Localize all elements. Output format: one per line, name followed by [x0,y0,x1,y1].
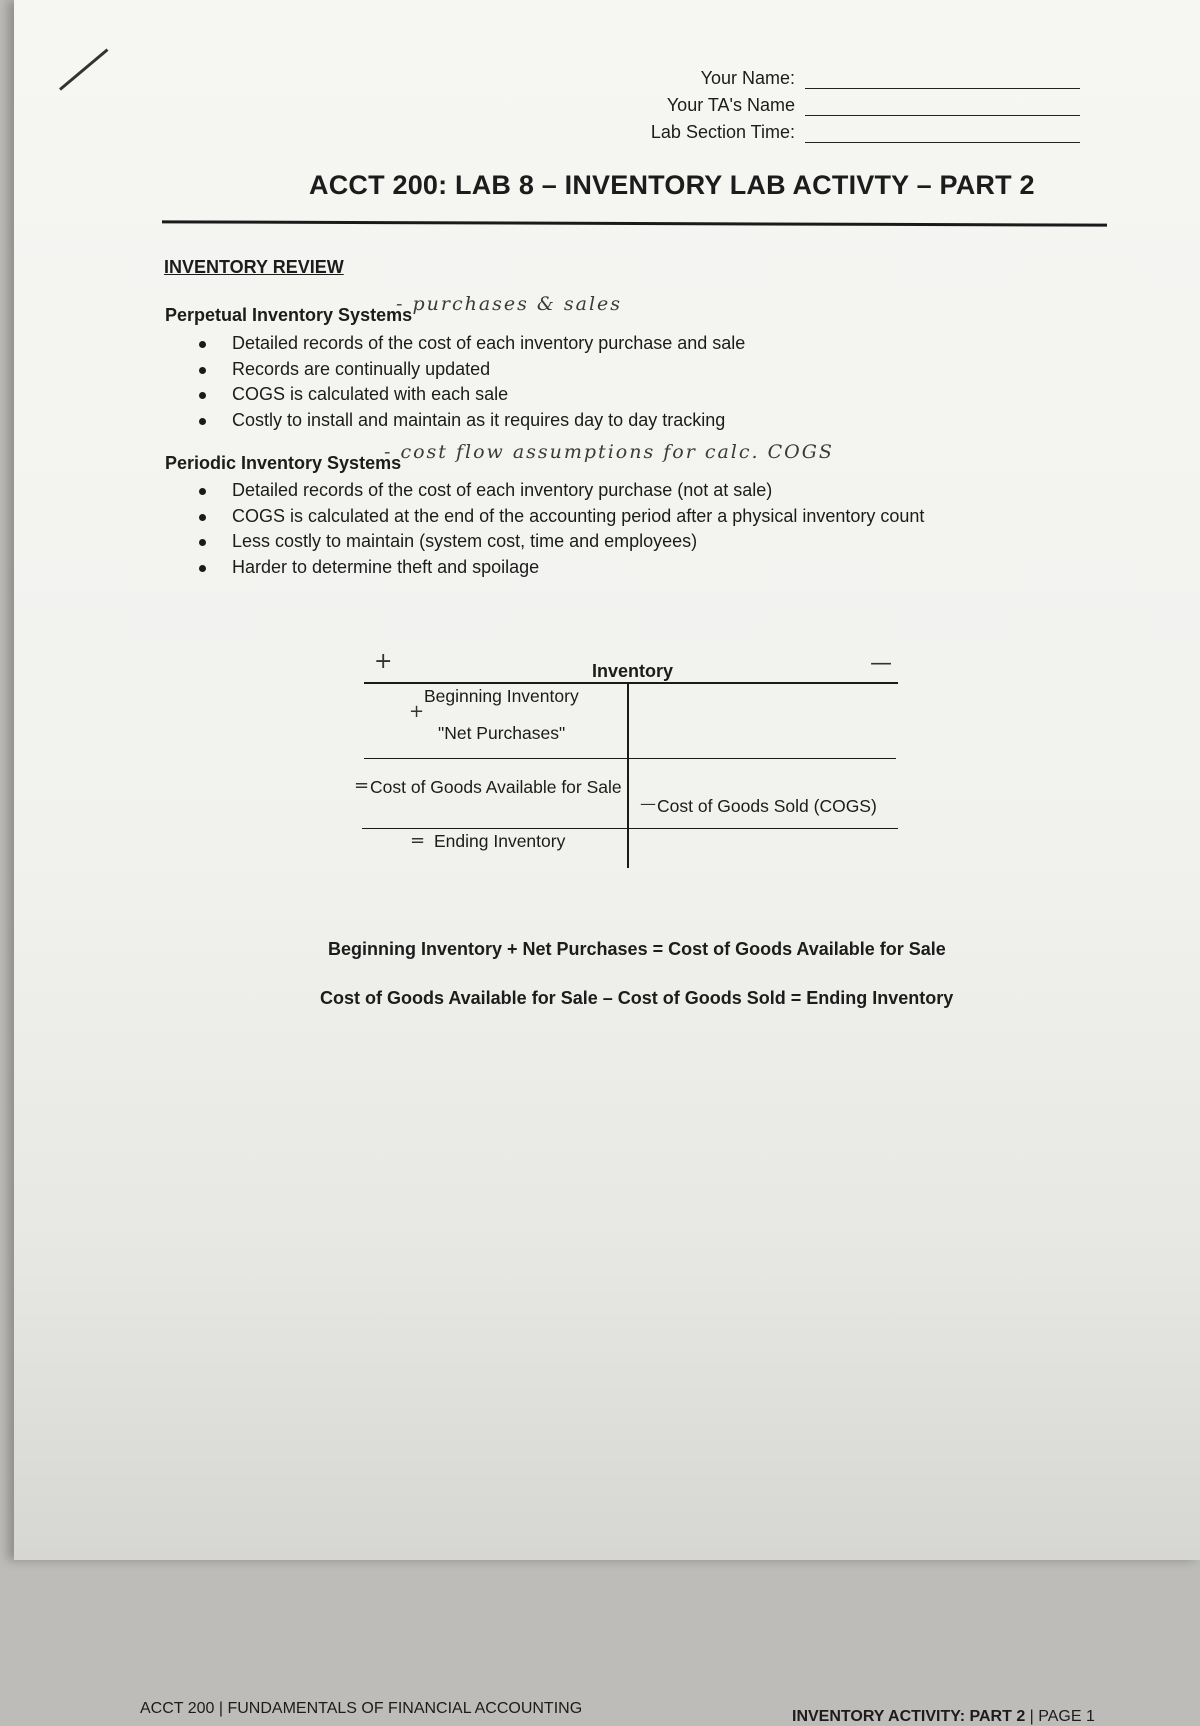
list-item: COGS is calculated at the end of the accounting period after a physical inventory count [196,504,916,530]
footer-page-number: | PAGE 1 [1025,1708,1095,1725]
ta-blank-line[interactable] [805,115,1080,116]
section-field-row [640,122,1080,149]
perpetual-handwritten-note: - purchases & sales [396,293,623,315]
net-purchases-label: "Net Purchases" [438,723,566,743]
student-info-fields [640,68,1080,149]
name-label: Your Name: [700,68,795,88]
handwritten-equals-mark-2: = [410,830,426,851]
t-account-ending-rule [362,828,898,829]
footer-course-name: ACCT 200 | FUNDAMENTALS OF FINANCIAL ACCOUNTING [140,1700,583,1717]
periodic-bullet-list [196,478,925,580]
list-item: Detailed records of the cost of each inventory purchase and sale [196,331,916,357]
worksheet-page [14,0,1200,1725]
t-account-center-rule [627,683,629,868]
goods-available-label: Cost of Goods Available for Sale [370,777,622,797]
credit-minus-sign: — [870,651,892,676]
handwritten-minus-mark: — [640,794,656,813]
perpetual-bullet-list [196,331,916,433]
periodic-handwritten-note: - cost flow assumptions for calc. COGS [384,441,834,463]
beginning-inventory-label: Beginning Inventory [424,686,579,706]
formula-ending-inventory: Cost of Goods Available for Sale – Cost of Goods Sold = Ending Inventory [320,988,954,1008]
ta-label: Your TA's Name [666,95,795,115]
page-title: ACCT 200: LAB 8 – INVENTORY LAB ACTIVTY – PART 2 [309,170,1035,200]
section-label: Lab Section Time: [650,122,795,142]
ending-inventory-label: Ending Inventory [434,831,566,851]
periodic-heading: Periodic Inventory Systems [165,453,402,473]
name-field-row [640,68,1080,95]
list-item: COGS is calculated with each sale [196,382,916,408]
section-blank-line[interactable] [805,142,1080,143]
t-account-top-rule [364,682,898,684]
list-item: Detailed records of the cost of each inventory purchase (not at sale) [196,478,916,504]
perpetual-heading: Perpetual Inventory Systems [165,305,413,325]
ta-field-row [640,95,1080,122]
list-item: Costly to install and maintain as it requires day to day tracking [196,408,916,434]
footer-page-label [792,1708,1095,1726]
inventory-t-account [354,649,898,870]
list-item: Records are continually updated [196,357,916,383]
handwritten-plus-mark: + [409,701,425,722]
pencil-mark [59,48,108,90]
formula-goods-available: Beginning Inventory + Net Purchases = Cost of Goods Available for Sale [328,939,946,959]
debit-plus-sign: + [374,649,393,674]
cogs-label: Cost of Goods Sold (COGS) [657,796,877,816]
title-divider [162,220,1107,226]
list-item: Less costly to maintain (system cost, time and employees) [196,529,916,555]
inventory-review-heading: INVENTORY REVIEW [164,257,344,277]
t-account-subtotal-rule [364,758,896,759]
list-item: Harder to determine theft and spoilage [196,555,916,581]
footer-activity-title: INVENTORY ACTIVITY: PART 2 [792,1708,1026,1725]
t-account-title: Inventory [592,661,674,681]
name-blank-line[interactable] [805,88,1080,89]
handwritten-equals-mark: = [354,775,370,796]
